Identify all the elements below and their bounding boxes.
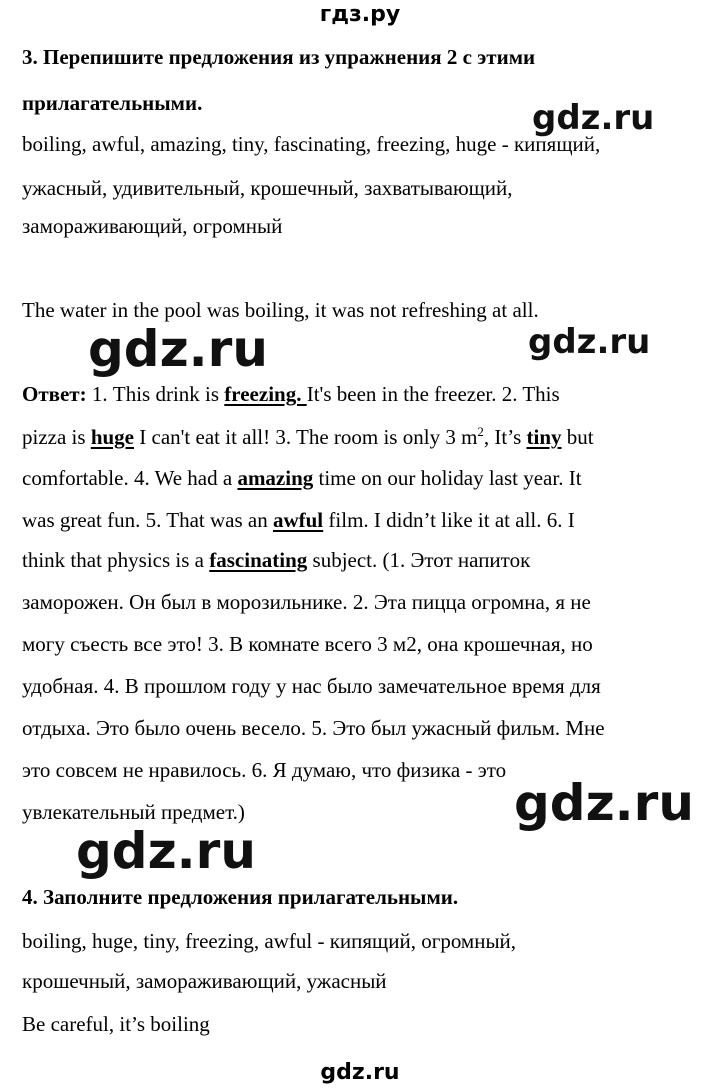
watermark-5: gdz.ru	[76, 822, 256, 880]
answer-text: , It’s	[483, 425, 527, 449]
exercise-3-words-line-2: ужасный, удивительный, крошечный, захватывающий,	[22, 176, 513, 200]
footer-watermark: gdz.ru	[320, 1060, 400, 1085]
answer-text: think that physics is a	[22, 548, 210, 572]
answer-line-4	[22, 507, 575, 533]
answer-keyword: tiny	[526, 425, 562, 449]
answer-text: It's been in the freezer. 2. This	[306, 382, 560, 406]
answer-label: Ответ:	[22, 382, 87, 406]
exercise-3-words-line-3: замораживающий, огромный	[22, 214, 283, 238]
answer-line-9: отдыха. Это было очень весело. 5. Это был ужасный фильм. Мне	[22, 716, 605, 740]
answer-text: film. I didn’t like it at all. 6. I	[323, 508, 575, 532]
answer-line-5	[22, 547, 530, 573]
answer-line-2	[22, 424, 594, 450]
watermark-3: gdz.ru	[528, 322, 651, 362]
answer-text: but	[561, 425, 594, 449]
exercise-3-words-line-1: boiling, awful, amazing, tiny, fascinating, freezing, huge - кипящий,	[22, 132, 601, 156]
watermark-1: gdz.ru	[532, 98, 655, 138]
watermark-4: gdz.ru	[514, 774, 694, 832]
answer-line-1	[22, 381, 560, 407]
header-watermark: гдз.ру	[319, 2, 401, 27]
answer-keyword: amazing	[237, 466, 314, 490]
answer-line-11: увлекательный предмет.)	[22, 800, 245, 824]
exercise-4-example: Be careful, it’s boiling	[22, 1012, 210, 1036]
answer-keyword: awful	[272, 508, 324, 532]
answer-keyword: fascinating	[209, 548, 308, 572]
answer-text: 1. This drink is	[86, 382, 225, 406]
answer-line-6: заморожен. Он был в морозильнике. 2. Эта пицца огромна, я не	[22, 590, 591, 614]
answer-text: subject. (1. Этот напиток	[307, 548, 531, 572]
answer-text: comfortable. 4. We had a	[22, 466, 238, 490]
answer-line-10: это совсем не нравилось. 6. Я думаю, что физика - это	[22, 758, 507, 782]
answer-keyword: freezing.	[224, 382, 307, 406]
exercise-3-example: The water in the pool was boiling, it was not refreshing at all.	[22, 298, 539, 322]
exercise-4-title: 4. Заполните предложения прилагательными.	[22, 885, 459, 909]
answer-text: I can't eat it all! 3. The room is only 3 m	[134, 425, 478, 449]
exercise-4-words-line-2: крошечный, замораживающий, ужасный	[22, 969, 387, 993]
answer-line-8: удобная. 4. В прошлом году у нас было замечательное время для	[22, 674, 601, 698]
answer-line-7: могу съесть все это! 3. В комнате всего 3 м2, она крошечная, но	[22, 632, 593, 656]
exercise-3-title-line-2: прилагательными.	[22, 91, 203, 115]
exercise-3-title-line-1: 3. Перепишите предложения из упражнения 2 с этими	[22, 45, 536, 69]
superscript: 2	[477, 424, 484, 439]
answer-text: time on our holiday last year. It	[313, 466, 582, 490]
watermark-2: gdz.ru	[88, 320, 268, 378]
answer-keyword: huge	[90, 425, 134, 449]
answer-line-3	[22, 465, 582, 491]
answer-text: was great fun. 5. That was an	[22, 508, 273, 532]
exercise-4-words-line-1: boiling, huge, tiny, freezing, awful - кипящий, огромный,	[22, 929, 517, 953]
answer-text: pizza is	[22, 425, 91, 449]
